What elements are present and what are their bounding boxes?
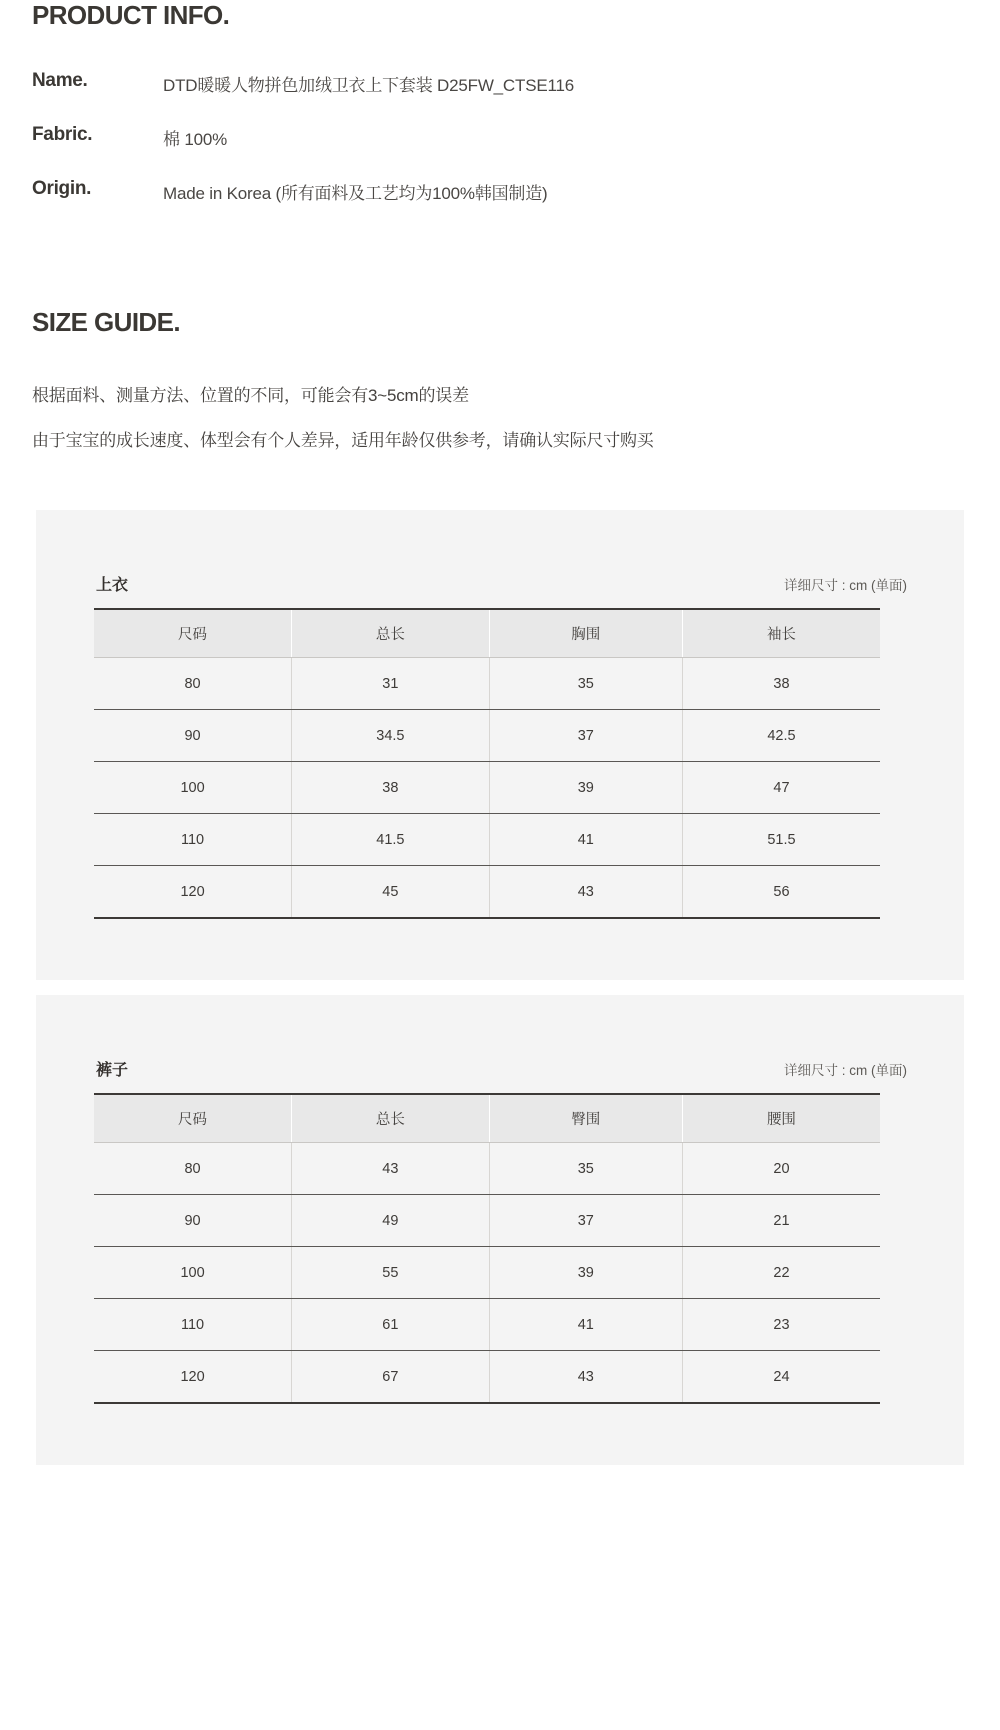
table-header-cell: 尺码 <box>94 609 292 658</box>
info-value-fabric: 棉 100% <box>163 130 228 149</box>
table-header-cell: 臀围 <box>489 1094 682 1143</box>
table-cell: 31 <box>292 658 490 710</box>
table-cell: 43 <box>489 866 682 919</box>
info-row-name <box>32 70 962 100</box>
size-guide-heading: SIZE GUIDE. <box>32 307 180 337</box>
size-table-pants <box>94 1093 880 1404</box>
table-header-cell: 尺码 <box>94 1094 292 1143</box>
info-label-origin: Origin. <box>32 178 92 199</box>
size-panel-unit-pants: 详细尺寸 : cm (单面) <box>784 1063 907 1078</box>
table-cell: 100 <box>94 762 292 814</box>
info-value-origin: Made in Korea (所有面料及工艺均为100%韩国制造) <box>163 184 548 203</box>
table-cell: 35 <box>489 1143 682 1195</box>
table-cell: 35 <box>489 658 682 710</box>
info-label-name: Name. <box>32 70 88 91</box>
table-cell: 55 <box>292 1247 490 1299</box>
table-cell: 23 <box>682 1299 880 1351</box>
table-cell: 49 <box>292 1195 490 1247</box>
table-cell: 24 <box>682 1351 880 1404</box>
table-cell: 120 <box>94 1351 292 1404</box>
table-cell: 80 <box>94 1143 292 1195</box>
table-cell: 56 <box>682 866 880 919</box>
table-cell: 39 <box>489 762 682 814</box>
table-cell: 37 <box>489 710 682 762</box>
size-panel-top <box>36 510 964 980</box>
table-row <box>94 762 880 814</box>
info-row-origin <box>32 178 962 208</box>
table-cell: 90 <box>94 1195 292 1247</box>
table-cell: 34.5 <box>292 710 490 762</box>
table-cell: 90 <box>94 710 292 762</box>
product-info-heading: PRODUCT INFO. <box>32 0 230 30</box>
table-cell: 47 <box>682 762 880 814</box>
table-cell: 42.5 <box>682 710 880 762</box>
size-panel-pants <box>36 995 964 1465</box>
table-cell: 38 <box>682 658 880 710</box>
size-guide-note-tolerance: 根据面料、测量方法、位置的不同，可能会有3~5cm的误差 <box>32 386 469 405</box>
table-header-row <box>94 609 880 658</box>
table-cell: 20 <box>682 1143 880 1195</box>
table-cell: 110 <box>94 1299 292 1351</box>
table-cell: 61 <box>292 1299 490 1351</box>
table-row <box>94 866 880 919</box>
table-row <box>94 1351 880 1404</box>
table-header-cell: 胸围 <box>489 609 682 658</box>
info-label-fabric: Fabric. <box>32 124 93 145</box>
table-cell: 39 <box>489 1247 682 1299</box>
table-header-row <box>94 1094 880 1143</box>
table-header-cell: 总长 <box>292 1094 490 1143</box>
table-cell: 21 <box>682 1195 880 1247</box>
table-cell: 43 <box>489 1351 682 1404</box>
table-cell: 45 <box>292 866 490 919</box>
table-cell: 80 <box>94 658 292 710</box>
size-panel-title-top: 上衣 <box>96 577 129 594</box>
size-table-top <box>94 608 880 919</box>
table-header-cell: 腰围 <box>682 1094 880 1143</box>
size-panel-title-pants: 裤子 <box>96 1062 129 1079</box>
table-cell: 38 <box>292 762 490 814</box>
size-guide-note-age: 由于宝宝的成长速度、体型会有个人差异，适用年龄仅供参考，请确认实际尺寸购买 <box>32 431 654 450</box>
table-row <box>94 1247 880 1299</box>
table-row <box>94 658 880 710</box>
table-cell: 120 <box>94 866 292 919</box>
table-cell: 51.5 <box>682 814 880 866</box>
table-cell: 110 <box>94 814 292 866</box>
table-row <box>94 1195 880 1247</box>
info-value-name: DTD暖暖人物拼色加绒卫衣上下套装 D25FW_CTSE116 <box>163 76 574 95</box>
table-cell: 41.5 <box>292 814 490 866</box>
table-cell: 67 <box>292 1351 490 1404</box>
table-cell: 41 <box>489 814 682 866</box>
table-cell: 41 <box>489 1299 682 1351</box>
table-row <box>94 1143 880 1195</box>
table-header-cell: 袖长 <box>682 609 880 658</box>
info-row-fabric <box>32 124 962 154</box>
table-row <box>94 1299 880 1351</box>
table-cell: 37 <box>489 1195 682 1247</box>
table-cell: 22 <box>682 1247 880 1299</box>
table-header-cell: 总长 <box>292 609 490 658</box>
table-row <box>94 814 880 866</box>
table-cell: 100 <box>94 1247 292 1299</box>
table-row <box>94 710 880 762</box>
table-cell: 43 <box>292 1143 490 1195</box>
size-panel-unit-top: 详细尺寸 : cm (单面) <box>784 578 907 593</box>
